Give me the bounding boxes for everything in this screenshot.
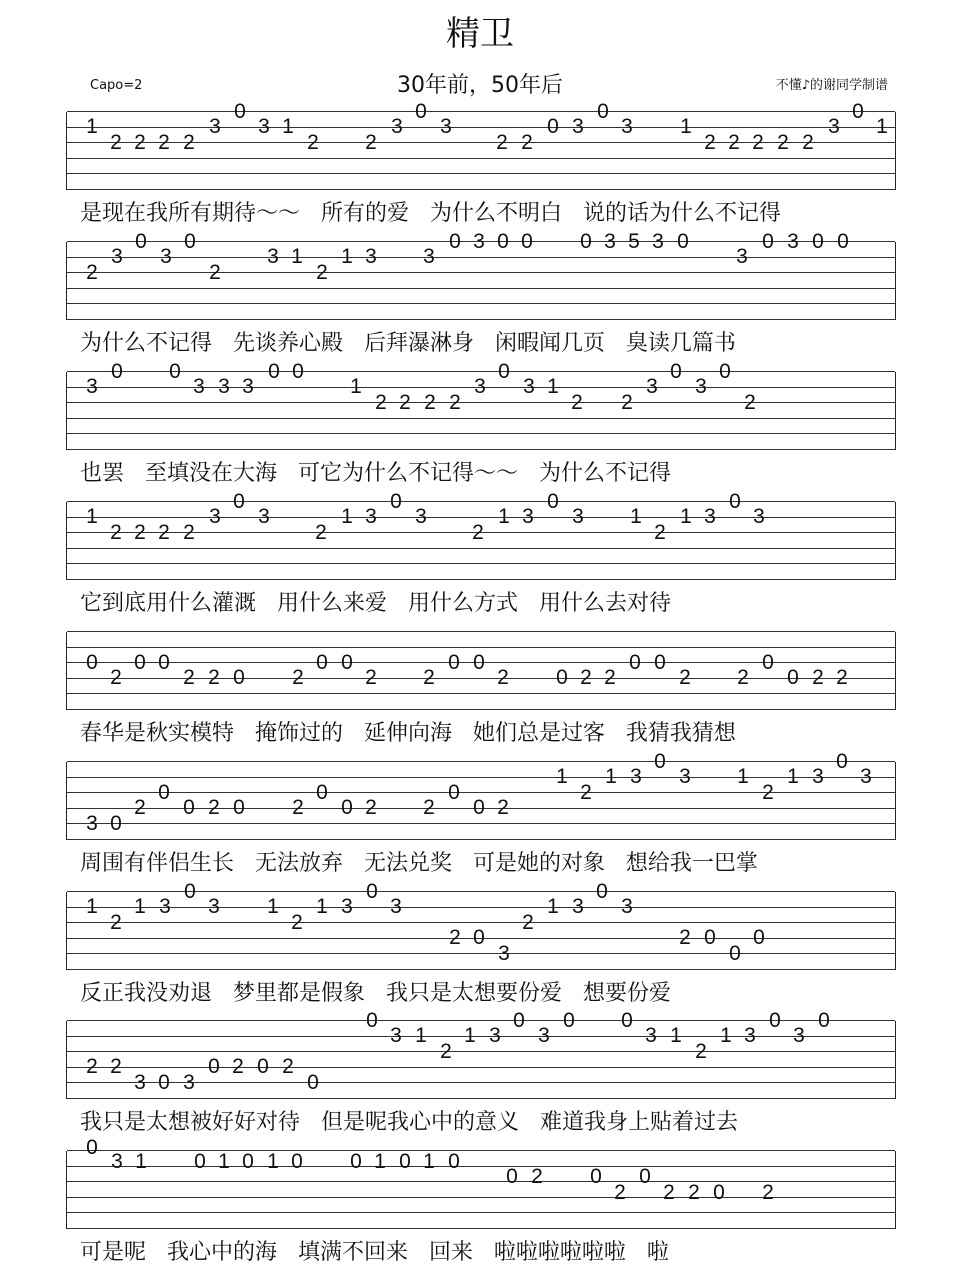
fret-number: 0 — [316, 780, 328, 804]
lyric-line: 是现在我所有期待～～ 所有的爱 为什么不明白 说的话为什么不记得 — [80, 201, 781, 226]
fret-number: 1 — [680, 505, 692, 529]
fret-number: 2 — [110, 520, 122, 544]
fret-number: 2 — [291, 910, 303, 934]
fret-number: 1 — [86, 115, 98, 139]
string-line-5 — [67, 693, 895, 694]
fret-number: 1 — [630, 505, 642, 529]
string-line-5 — [67, 1212, 895, 1213]
fret-number: 3 — [695, 375, 707, 399]
fret-number: 3 — [572, 115, 584, 139]
fret-number: 2 — [208, 796, 220, 820]
fret-number: 0 — [350, 1149, 362, 1173]
fret-number: 2 — [836, 666, 848, 690]
fret-number: 0 — [704, 926, 716, 950]
fret-number: 0 — [111, 359, 123, 383]
string-line-1 — [67, 371, 895, 372]
fret-number: 1 — [787, 765, 799, 789]
fret-number: 3 — [645, 1024, 657, 1048]
fret-number: 3 — [489, 1024, 501, 1048]
fret-number: 0 — [415, 99, 427, 123]
fret-number: 2 — [812, 666, 824, 690]
fret-number: 0 — [769, 1008, 781, 1032]
string-line-2 — [67, 517, 895, 518]
fret-number: 3 — [473, 229, 485, 253]
fret-number: 2 — [621, 390, 633, 414]
fret-number: 2 — [688, 1180, 700, 1204]
fret-number: 3 — [440, 115, 452, 139]
string-line-3 — [67, 922, 895, 923]
fret-number: 1 — [547, 895, 559, 919]
fret-number: 0 — [506, 1165, 518, 1189]
string-line-6 — [67, 579, 895, 580]
fret-number: 3 — [258, 505, 270, 529]
fret-number: 0 — [852, 99, 864, 123]
fret-number: 0 — [719, 359, 731, 383]
fret-number: 0 — [677, 229, 689, 253]
lyric-line: 春华是秋实模特 掩饰过的 延伸向海 她们总是过客 我猜我猜想 — [80, 721, 736, 746]
credit-label: 不懂♪的谢同学制谱 — [775, 78, 888, 93]
fret-number: 3 — [86, 811, 98, 835]
fret-number: 0 — [448, 780, 460, 804]
fret-number: 3 — [630, 765, 642, 789]
fret-number: 3 — [267, 245, 279, 269]
fret-number: 2 — [423, 796, 435, 820]
string-line-3 — [67, 1051, 895, 1052]
fret-number: 1 — [134, 895, 146, 919]
fret-number: 0 — [654, 650, 666, 674]
fret-number: 3 — [134, 1070, 146, 1094]
fret-number: 3 — [646, 375, 658, 399]
fret-number: 3 — [523, 375, 535, 399]
fret-number: 0 — [547, 489, 559, 513]
fret-number: 3 — [111, 245, 123, 269]
fret-number: 0 — [818, 1008, 830, 1032]
fret-number: 3 — [415, 505, 427, 529]
fret-number: 0 — [836, 749, 848, 773]
fret-number: 2 — [752, 130, 764, 154]
fret-number: 2 — [614, 1180, 626, 1204]
fret-number: 1 — [670, 1024, 682, 1048]
fret-number: 0 — [194, 1149, 206, 1173]
fret-number: 0 — [169, 359, 181, 383]
string-line-6 — [67, 839, 895, 840]
fret-number: 1 — [86, 895, 98, 919]
fret-number: 2 — [86, 260, 98, 284]
fret-number: 1 — [291, 245, 303, 269]
string-line-2 — [67, 777, 895, 778]
fret-number: 1 — [605, 765, 617, 789]
fret-number: 2 — [158, 520, 170, 544]
fret-number: 0 — [762, 650, 774, 674]
fret-number: 1 — [86, 505, 98, 529]
fret-number: 5 — [628, 229, 640, 253]
string-line-4 — [67, 1067, 895, 1068]
fret-number: 0 — [670, 359, 682, 383]
fret-number: 0 — [233, 796, 245, 820]
fret-number: 0 — [208, 1055, 220, 1079]
lyric-line: 周围有伴侣生长 无法放弃 无法兑奖 可是她的对象 想给我一巴掌 — [80, 851, 758, 876]
tab-system-8 — [66, 1008, 896, 1099]
fret-number: 1 — [135, 1149, 147, 1173]
tab-staff — [66, 242, 896, 320]
tab-system-2 — [66, 229, 896, 320]
fret-number: 2 — [704, 130, 716, 154]
fret-number: 0 — [596, 879, 608, 903]
fret-number: 0 — [473, 796, 485, 820]
fret-number: 3 — [572, 505, 584, 529]
string-line-1 — [67, 111, 895, 112]
string-line-2 — [67, 647, 895, 648]
fret-number: 3 — [572, 895, 584, 919]
fret-number: 0 — [629, 650, 641, 674]
fret-number: 3 — [621, 115, 633, 139]
fret-number: 3 — [828, 115, 840, 139]
string-line-5 — [67, 303, 895, 304]
fret-number: 1 — [316, 895, 328, 919]
fret-number: 3 — [391, 115, 403, 139]
fret-number: 2 — [134, 796, 146, 820]
fret-number: 1 — [415, 1024, 427, 1048]
string-line-2 — [67, 907, 895, 908]
fret-number: 2 — [580, 780, 592, 804]
fret-number: 2 — [232, 1055, 244, 1079]
fret-number: 0 — [473, 926, 485, 950]
fret-number: 0 — [233, 489, 245, 513]
sheet-title: 精卫 — [446, 14, 514, 54]
fret-number: 0 — [547, 115, 559, 139]
fret-number: 2 — [110, 1055, 122, 1079]
fret-number: 3 — [604, 229, 616, 253]
fret-number: 2 — [654, 520, 666, 544]
fret-number: 0 — [654, 749, 666, 773]
string-line-5 — [67, 823, 895, 824]
tab-system-5 — [66, 632, 896, 710]
fret-number: 2 — [110, 666, 122, 690]
fret-number: 3 — [159, 895, 171, 919]
fret-number: 2 — [762, 1180, 774, 1204]
fret-number: 0 — [563, 1008, 575, 1032]
lyric-line: 它到底用什么灌溉 用什么来爱 用什么方式 用什么去对待 — [80, 591, 671, 616]
fret-number: 0 — [473, 650, 485, 674]
fret-number: 2 — [449, 926, 461, 950]
fret-number: 2 — [802, 130, 814, 154]
fret-number: 3 — [193, 375, 205, 399]
fret-number: 1 — [218, 1149, 230, 1173]
string-line-5 — [67, 953, 895, 954]
fret-number: 0 — [184, 229, 196, 253]
fret-number: 3 — [744, 1024, 756, 1048]
fret-number: 1 — [341, 245, 353, 269]
fret-number: 1 — [464, 1024, 476, 1048]
fret-number: 2 — [315, 520, 327, 544]
fret-number: 3 — [793, 1024, 805, 1048]
fret-number: 1 — [267, 1149, 279, 1173]
fret-number: 0 — [837, 229, 849, 253]
fret-number: 1 — [556, 765, 568, 789]
fret-number: 3 — [183, 1070, 195, 1094]
string-line-3 — [67, 402, 895, 403]
fret-number: 1 — [680, 115, 692, 139]
string-line-6 — [67, 319, 895, 320]
fret-number: 0 — [316, 650, 328, 674]
fret-number: 0 — [449, 229, 461, 253]
fret-number: 2 — [679, 666, 691, 690]
fret-number: 2 — [282, 1055, 294, 1079]
fret-number: 2 — [423, 666, 435, 690]
capo-label: Capo=2 — [90, 78, 143, 93]
fret-number: 1 — [720, 1024, 732, 1048]
string-line-4 — [67, 288, 895, 289]
fret-number: 3 — [365, 245, 377, 269]
fret-number: 3 — [679, 765, 691, 789]
fret-number: 3 — [242, 375, 254, 399]
fret-number: 2 — [571, 390, 583, 414]
fret-number: 3 — [736, 245, 748, 269]
fret-number: 0 — [590, 1165, 602, 1189]
fret-number: 2 — [158, 130, 170, 154]
fret-number: 1 — [374, 1149, 386, 1173]
string-line-2 — [67, 257, 895, 258]
fret-number: 0 — [729, 489, 741, 513]
string-line-1 — [67, 631, 895, 632]
fret-number: 2 — [531, 1165, 543, 1189]
fret-number: 0 — [366, 1008, 378, 1032]
fret-number: 2 — [449, 390, 461, 414]
string-line-1 — [67, 761, 895, 762]
string-line-5 — [67, 173, 895, 174]
fret-number: 0 — [158, 1070, 170, 1094]
fret-number: 2 — [679, 926, 691, 950]
fret-number: 2 — [663, 1180, 675, 1204]
fret-number: 2 — [695, 1039, 707, 1063]
tab-system-7 — [66, 879, 896, 970]
fret-number: 3 — [704, 505, 716, 529]
fret-number: 2 — [134, 130, 146, 154]
fret-number: 0 — [448, 1149, 460, 1173]
fret-number: 2 — [522, 910, 534, 934]
fret-number: 2 — [110, 910, 122, 934]
fret-number: 2 — [134, 520, 146, 544]
fret-number: 2 — [604, 666, 616, 690]
string-line-1 — [67, 501, 895, 502]
string-line-6 — [67, 1228, 895, 1229]
fret-number: 2 — [737, 666, 749, 690]
string-line-2 — [67, 127, 895, 128]
fret-number: 0 — [498, 359, 510, 383]
fret-number: 0 — [713, 1180, 725, 1204]
string-line-6 — [67, 449, 895, 450]
fret-number: 1 — [876, 115, 888, 139]
string-line-2 — [67, 1036, 895, 1037]
fret-number: 1 — [737, 765, 749, 789]
string-line-5 — [67, 563, 895, 564]
string-line-6 — [67, 969, 895, 970]
fret-number: 2 — [399, 390, 411, 414]
lyric-line: 反正我没劝退 梦里都是假象 我只是太想要份爱 想要份爱 — [80, 981, 671, 1006]
fret-number: 2 — [316, 260, 328, 284]
fret-number: 3 — [423, 245, 435, 269]
fret-number: 0 — [158, 650, 170, 674]
fret-number: 0 — [621, 1008, 633, 1032]
fret-number: 2 — [777, 130, 789, 154]
fret-number: 3 — [753, 505, 765, 529]
fret-number: 3 — [787, 229, 799, 253]
fret-number: 0 — [366, 879, 378, 903]
fret-number: 2 — [183, 666, 195, 690]
tab-system-9 — [66, 1135, 896, 1229]
fret-number: 3 — [474, 375, 486, 399]
fret-number: 0 — [399, 1149, 411, 1173]
fret-number: 2 — [521, 130, 533, 154]
tab-system-1 — [66, 99, 896, 190]
fret-number: 3 — [218, 375, 230, 399]
fret-number: 0 — [86, 650, 98, 674]
string-line-6 — [67, 189, 895, 190]
fret-number: 1 — [341, 505, 353, 529]
fret-number: 3 — [652, 229, 664, 253]
fret-number: 2 — [440, 1039, 452, 1063]
fret-number: 2 — [208, 666, 220, 690]
fret-number: 2 — [497, 666, 509, 690]
fret-number: 0 — [556, 666, 568, 690]
fret-number: 2 — [497, 796, 509, 820]
fret-number: 2 — [728, 130, 740, 154]
fret-number: 2 — [292, 666, 304, 690]
string-line-3 — [67, 272, 895, 273]
fret-number: 1 — [282, 115, 294, 139]
fret-number: 1 — [547, 375, 559, 399]
fret-number: 2 — [183, 130, 195, 154]
fret-number: 0 — [762, 229, 774, 253]
fret-number: 2 — [365, 666, 377, 690]
fret-number: 3 — [812, 765, 824, 789]
fret-number: 0 — [292, 359, 304, 383]
fret-number: 2 — [762, 780, 774, 804]
fret-number: 0 — [291, 1149, 303, 1173]
fret-number: 0 — [729, 941, 741, 965]
fret-number: 0 — [134, 650, 146, 674]
fret-number: 3 — [621, 895, 633, 919]
lyric-line: 也罢 至填没在大海 可它为什么不记得～～ 为什么不记得 — [80, 461, 671, 486]
fret-number: 0 — [753, 926, 765, 950]
fret-number: 1 — [423, 1149, 435, 1173]
fret-number: 2 — [110, 130, 122, 154]
fret-number: 0 — [233, 666, 245, 690]
fret-number: 0 — [812, 229, 824, 253]
fret-number: 0 — [639, 1165, 651, 1189]
string-line-5 — [67, 433, 895, 434]
fret-number: 0 — [521, 229, 533, 253]
fret-number: 2 — [424, 390, 436, 414]
fret-number: 3 — [209, 505, 221, 529]
fret-number: 0 — [390, 489, 402, 513]
fret-number: 3 — [208, 895, 220, 919]
fret-number: 0 — [268, 359, 280, 383]
fret-number: 2 — [744, 390, 756, 414]
fret-number: 2 — [365, 796, 377, 820]
fret-number: 3 — [160, 245, 172, 269]
fret-number: 0 — [580, 229, 592, 253]
fret-number: 2 — [209, 260, 221, 284]
fret-number: 2 — [365, 130, 377, 154]
fret-number: 3 — [258, 115, 270, 139]
lyric-line: 为什么不记得 先谈养心殿 后拜瀑淋身 闲暇闻几页 臭读几篇书 — [80, 331, 736, 356]
string-line-4 — [67, 158, 895, 159]
fret-number: 3 — [390, 1024, 402, 1048]
string-line-4 — [67, 418, 895, 419]
tab-system-4 — [66, 489, 896, 580]
fret-number: 0 — [513, 1008, 525, 1032]
fret-number: 0 — [234, 99, 246, 123]
fret-number: 2 — [472, 520, 484, 544]
fret-number: 1 — [267, 895, 279, 919]
fret-number: 0 — [158, 780, 170, 804]
fret-number: 3 — [111, 1149, 123, 1173]
fret-number: 0 — [183, 796, 195, 820]
fret-number: 0 — [110, 811, 122, 835]
fret-number: 2 — [307, 130, 319, 154]
fret-number: 2 — [375, 390, 387, 414]
fret-number: 1 — [498, 505, 510, 529]
fret-number: 3 — [365, 505, 377, 529]
fret-number: 0 — [184, 879, 196, 903]
fret-number: 0 — [242, 1149, 254, 1173]
fret-number: 2 — [86, 1055, 98, 1079]
fret-number: 0 — [448, 650, 460, 674]
fret-number: 2 — [496, 130, 508, 154]
fret-number: 1 — [350, 375, 362, 399]
fret-number: 0 — [86, 1135, 98, 1159]
fret-number: 0 — [787, 666, 799, 690]
lyric-line: 我只是太想被好好对待 但是呢我心中的意义 难道我身上贴着过去 — [80, 1110, 738, 1135]
fret-number: 2 — [580, 666, 592, 690]
tab-system-6 — [66, 749, 896, 840]
fret-number: 3 — [86, 375, 98, 399]
sheet-subtitle: 30年前，50年后 — [397, 73, 563, 98]
fret-number: 0 — [597, 99, 609, 123]
fret-number: 3 — [341, 895, 353, 919]
fret-number: 0 — [497, 229, 509, 253]
fret-number: 2 — [183, 520, 195, 544]
fret-number: 3 — [498, 941, 510, 965]
fret-number: 3 — [522, 505, 534, 529]
string-line-6 — [67, 1098, 895, 1099]
fret-number: 3 — [209, 115, 221, 139]
fret-number: 0 — [341, 796, 353, 820]
lyric-line: 可是呢 我心中的海 填满不回来 回来 啦啦啦啦啦啦 啦 — [80, 1240, 669, 1265]
fret-number: 3 — [538, 1024, 550, 1048]
fret-number: 0 — [257, 1055, 269, 1079]
fret-number: 3 — [390, 895, 402, 919]
string-line-6 — [67, 709, 895, 710]
tab-system-3 — [66, 359, 896, 450]
string-line-4 — [67, 548, 895, 549]
fret-number: 2 — [292, 796, 304, 820]
fret-number: 3 — [860, 765, 872, 789]
fret-number: 0 — [135, 229, 147, 253]
fret-number: 0 — [307, 1070, 319, 1094]
fret-number: 0 — [341, 650, 353, 674]
